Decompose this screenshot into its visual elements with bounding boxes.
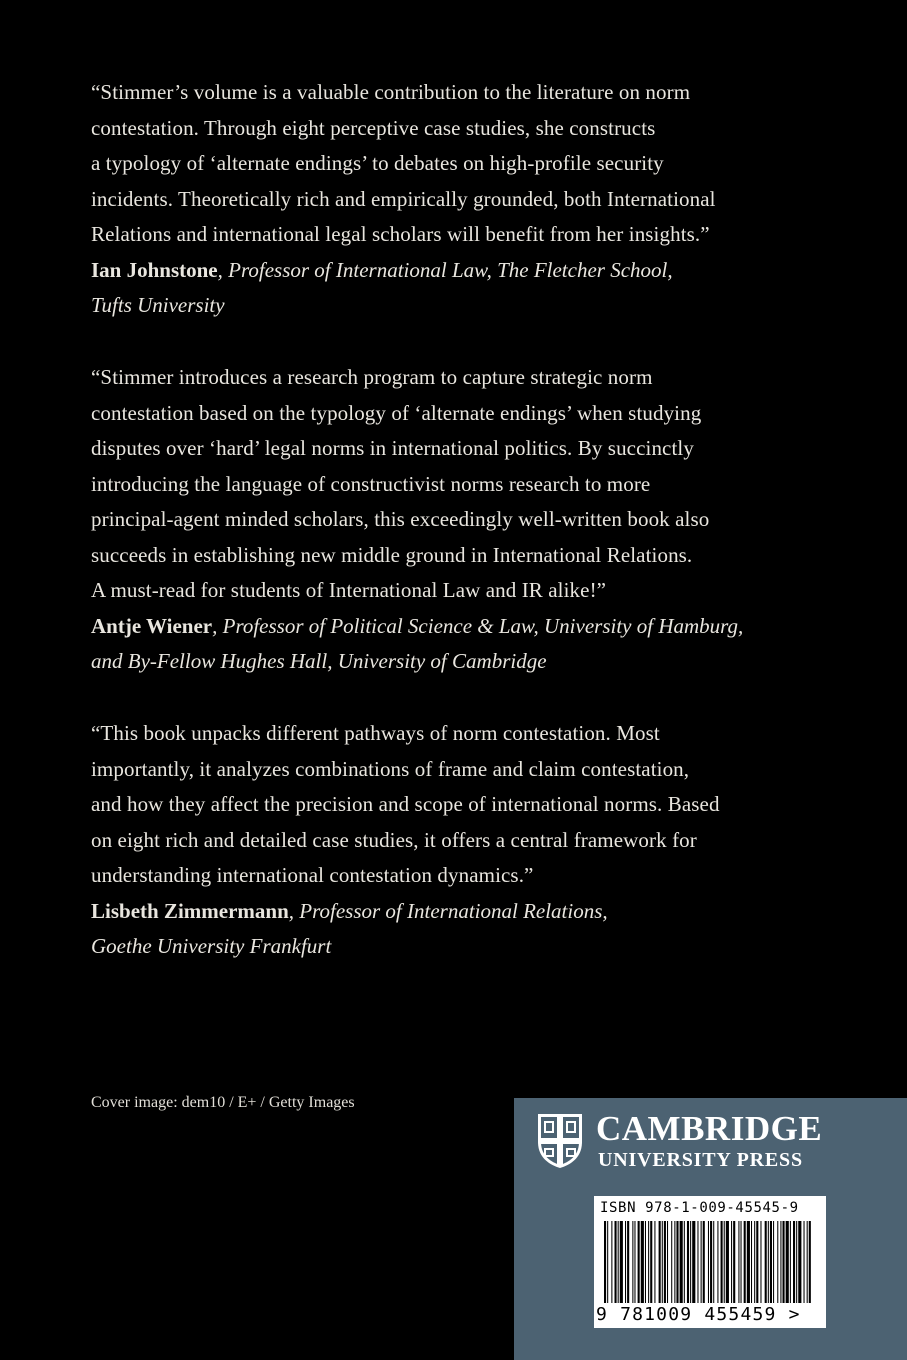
cover-image-credit: Cover image: dem10 / E+ / Getty Images	[91, 1094, 355, 1111]
quote-line: on eight rich and detailed case studies, it offers a central framework for	[91, 827, 697, 852]
endorser-attribution	[91, 609, 791, 645]
barcode-bar	[747, 1221, 750, 1303]
endorser-affiliation-cont: Goethe University Frankfurt	[91, 934, 332, 958]
barcode-bar	[604, 1221, 606, 1303]
barcode-bar	[741, 1221, 742, 1303]
barcode-bar	[756, 1221, 758, 1303]
quote-line: Relations and international legal scholars will benefit from her insights.”	[91, 222, 710, 246]
barcode-bar	[620, 1221, 623, 1303]
endorser-affiliation: , Professor of International Relations,	[288, 898, 608, 923]
endorser-affiliation-cont: Tufts University	[91, 293, 225, 317]
barcode-bar	[641, 1221, 644, 1303]
barcode-bar	[744, 1221, 746, 1303]
barcode-bar	[793, 1221, 795, 1303]
barcode-bar	[662, 1221, 663, 1303]
barcode-bar	[804, 1221, 805, 1303]
barcode-digits: 9 781009 455459 >	[596, 1304, 801, 1325]
barcode-bar	[638, 1221, 640, 1303]
barcode-bar	[674, 1221, 675, 1303]
barcode-bar	[717, 1221, 718, 1303]
quote-line: principal-agent minded scholars, this exceedingly well-written book also	[91, 507, 710, 531]
quote-line: contestation. Through eight perceptive case studies, she constructs	[91, 115, 656, 140]
barcode-bar	[708, 1221, 709, 1303]
isbn-barcode	[594, 1196, 826, 1328]
barcode-bar	[697, 1221, 698, 1303]
barcode-bar	[701, 1221, 702, 1303]
endorser-name: Antje Wiener	[91, 613, 213, 638]
endorser-name: Ian Johnstone	[91, 257, 218, 282]
barcode-bar	[809, 1221, 811, 1303]
quote-line: disputes over ‘hard’ legal norms in international politics. By succinctly	[91, 436, 694, 460]
endorser-affiliation: , Professor of Political Science & Law, University of Hamburg,	[212, 613, 744, 638]
barcode-bar	[650, 1221, 652, 1303]
barcode-bar	[754, 1221, 755, 1303]
barcode-bar	[607, 1221, 608, 1303]
quote-line: succeeds in establishing new middle ground in International Relations.	[91, 542, 693, 567]
isbn-label: ISBN 978-1-009-45545-9	[600, 1200, 799, 1216]
quote-line: and how they affect the precision and scope of international norms. Based	[91, 792, 720, 816]
barcode-bar	[710, 1221, 712, 1303]
barcode-bar	[680, 1221, 683, 1303]
barcode-bar	[780, 1221, 781, 1303]
barcode-bar	[798, 1221, 801, 1303]
publisher-name: CAMBRIDGE	[596, 1109, 823, 1148]
quote-line: incidents. Theoretically rich and empirically grounded, both International	[91, 186, 716, 211]
quote-line: a typology of ‘alternate endings’ to debates on high-profile security	[91, 151, 664, 175]
barcode-bar	[634, 1221, 635, 1303]
barcode-bar	[751, 1221, 752, 1303]
barcode-bars	[604, 1221, 812, 1303]
barcode-bar	[618, 1221, 619, 1303]
quote-line: A must-read for students of International Law and IR alike!”	[91, 578, 607, 602]
barcode-bar	[687, 1221, 689, 1303]
barcode-bar	[713, 1221, 714, 1303]
barcode-bar	[615, 1221, 617, 1303]
barcode-bar	[654, 1221, 655, 1303]
barcode-bar	[676, 1221, 678, 1303]
quote-line: understanding international contestation dynamics.”	[91, 863, 534, 887]
barcode-bar	[726, 1221, 729, 1303]
barcode-bar	[703, 1221, 705, 1303]
barcode-bar	[611, 1221, 612, 1303]
barcode-bar	[786, 1221, 789, 1303]
barcode-bar	[760, 1221, 761, 1303]
barcode-bar	[738, 1221, 739, 1303]
endorser-attribution	[91, 894, 791, 930]
publisher-panel	[514, 1098, 907, 1360]
barcode-bar	[765, 1221, 767, 1303]
barcode-bar	[790, 1221, 791, 1303]
barcode-bar	[692, 1221, 695, 1303]
barcode-bar	[627, 1221, 629, 1303]
endorsement-wiener	[91, 360, 791, 680]
publisher-subname: UNIVERSITY PRESS	[598, 1149, 803, 1171]
endorser-name: Lisbeth Zimmermann	[91, 898, 289, 923]
barcode-bar	[733, 1221, 735, 1303]
barcode-bar	[721, 1221, 723, 1303]
quote-line: contestation based on the typology of ‘alternate endings’ when studying	[91, 400, 702, 425]
endorsement-johnstone	[91, 75, 791, 324]
endorser-attribution	[91, 253, 791, 289]
barcode-bar	[671, 1221, 672, 1303]
quote-line: “This book unpacks different pathways of norm contestation. Most	[91, 721, 660, 745]
barcode-bar	[807, 1221, 808, 1303]
barcode-bar	[667, 1221, 668, 1303]
barcode-bar	[770, 1221, 772, 1303]
quote-line: “Stimmer introduces a research program to capture strategic norm	[91, 365, 653, 389]
barcode-bar	[659, 1221, 661, 1303]
quote-line: introducing the language of constructivist norms research to more	[91, 471, 651, 496]
barcode-bar	[731, 1221, 732, 1303]
barcode-bar	[796, 1221, 797, 1303]
endorser-affiliation: , Professor of International Law, The Fletcher School,	[217, 257, 673, 282]
barcode-bar	[724, 1221, 725, 1303]
quote-line: “Stimmer’s volume is a valuable contribution to the literature on norm	[91, 80, 691, 104]
barcode-bar	[777, 1221, 778, 1303]
cambridge-shield-icon	[536, 1112, 584, 1170]
barcode-bar	[632, 1221, 633, 1303]
quote-line: importantly, it analyzes combinations of frame and claim contestation,	[91, 756, 690, 781]
barcode-bar	[690, 1221, 691, 1303]
barcode-bar	[664, 1221, 666, 1303]
barcode-bar	[645, 1221, 646, 1303]
barcode-bar	[625, 1221, 626, 1303]
barcode-bar	[768, 1221, 769, 1303]
endorsement-zimmermann	[91, 716, 791, 965]
barcode-bar	[684, 1221, 685, 1303]
barcode-bar	[773, 1221, 774, 1303]
barcode-bar	[648, 1221, 649, 1303]
barcode-bar	[783, 1221, 785, 1303]
endorser-affiliation-cont: and By-Fellow Hughes Hall, University of Cambridge	[91, 649, 547, 673]
